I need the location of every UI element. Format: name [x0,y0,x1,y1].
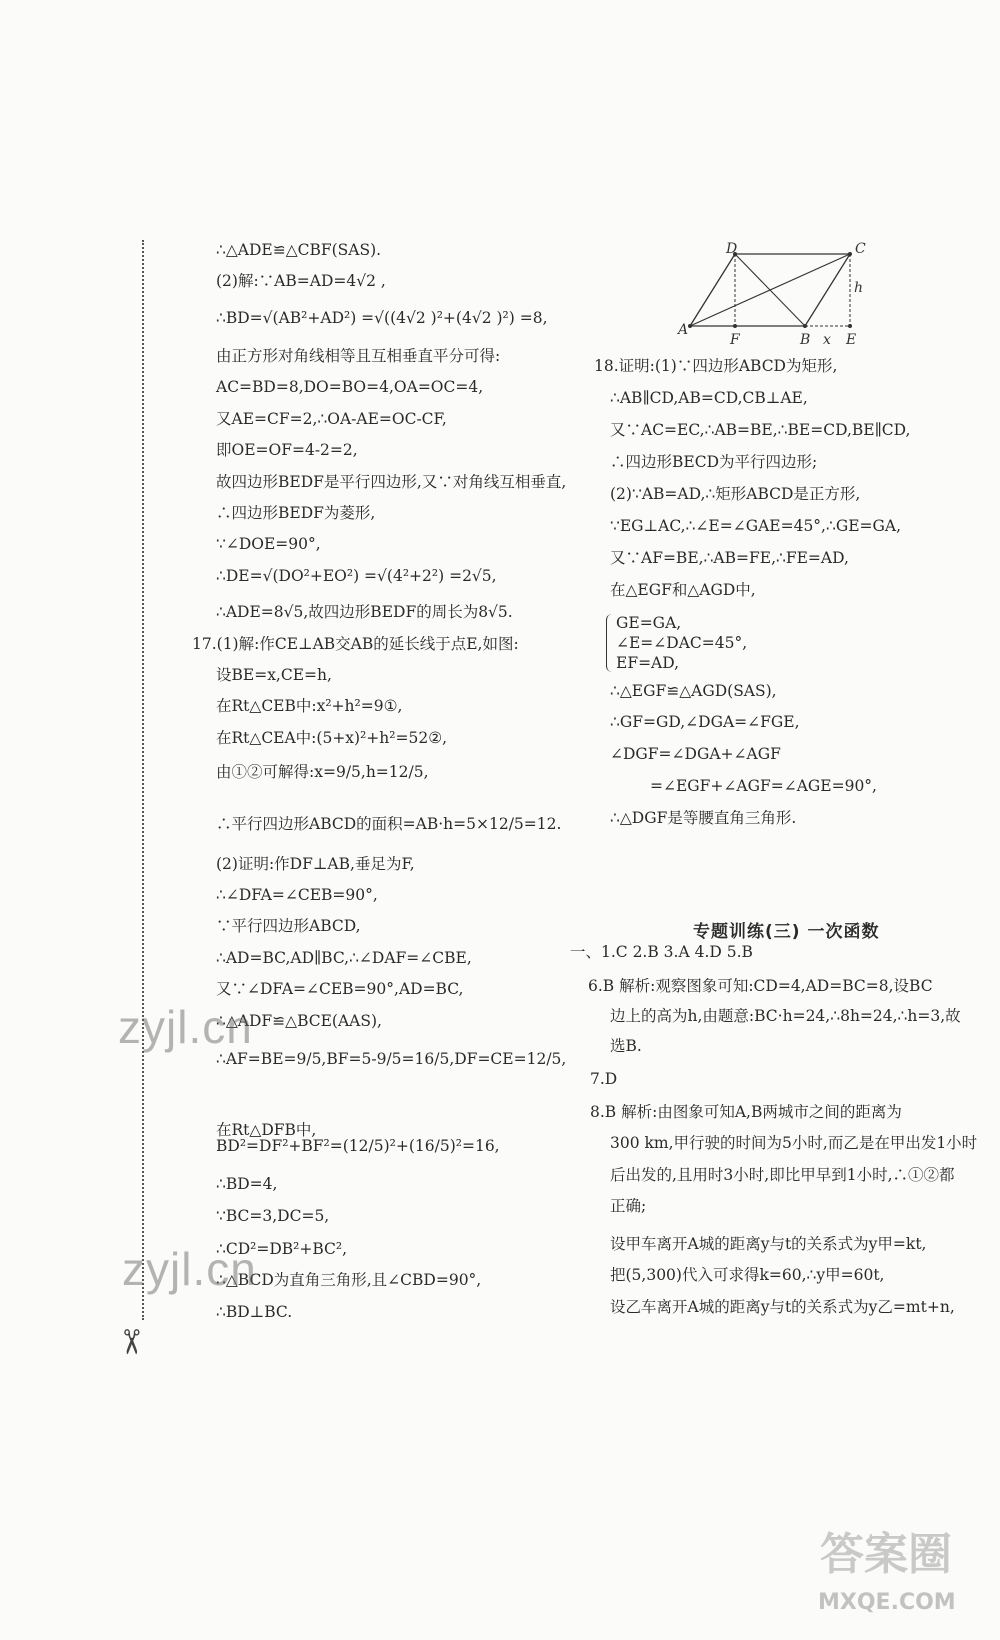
left-line: 又AE=CF=2,∴OA-AE=OC-CF, [216,410,447,428]
right-line: 300 km,甲行驶的时间为5小时,而乙是在甲出发1小时 [610,1134,978,1152]
scissors-icon: ✂ [110,1327,151,1357]
left-line: 在Rt△CEA中:(5+x)²+h²=52②, [216,729,448,747]
left-line: ∴四边形BEDF为菱形, [216,504,376,522]
right-line: (2)∵AB=AD,∴矩形ABCD是正方形, [610,485,861,503]
left-line: 17.(1)解:作CE⊥AB交AB的延长线于点E,如图: [192,635,519,653]
point-a [688,324,692,328]
right-line: ∵EG⊥AC,∴∠E=∠GAE=45°,∴GE=GA, [610,517,902,535]
left-line: (2)解:∵AB=AD=4√2 , [216,272,386,290]
right-line: ∠E=∠DAC=45°, [616,634,748,652]
left-line: ∴BD=4, [216,1175,278,1193]
label-f: F [730,332,740,348]
right-line: 8.B 解析:由图象可知A,B两城市之间的距离为 [590,1103,902,1121]
right-line: 一、1.C 2.B 3.A 4.D 5.B [570,943,753,961]
label-a: A [678,322,689,338]
label-b: B [800,332,811,348]
right-line: =∠EGF+∠AGF=∠AGE=90°, [650,777,877,795]
watermark-zyjl-2: zyjl.cn [122,1243,257,1295]
left-line: 由正方形对角线相等且互相垂直平分可得: [216,347,501,365]
label-x: x [823,332,831,348]
right-line: 边上的高为h,由题意:BC·h=24,∴8h=24,∴h=3,故 [610,1007,961,1025]
right-line: 设乙车离开A城的距离y与t的关系式为y乙=mt+n, [610,1298,955,1316]
point-c [848,252,852,256]
parallelogram-figure [678,241,890,352]
left-line: ∴△ADE≌△CBF(SAS). [216,241,382,259]
right-line: ∴四边形BECD为平行四边形; [610,453,818,471]
left-line: 在Rt△DFB中, [216,1121,317,1139]
left-line: ∵平行四边形ABCD, [216,917,361,935]
label-e: E [846,332,857,348]
section-title: 专题训练(三) 一次函数 [693,922,880,942]
left-line: ∴∠DFA=∠CEB=90°, [216,886,378,904]
right-line: ∴△EGF≌△AGD(SAS), [610,682,777,700]
left-line: ∵∠DOE=90°, [216,535,321,553]
right-line: ∴AB∥CD,AB=CD,CB⊥AE, [610,389,808,407]
diagonal-bd [735,254,805,326]
cut-line [142,240,144,1320]
right-line: 选B. [610,1037,642,1055]
left-line: 在Rt△CEB中:x²+h²=9①, [216,697,403,715]
left-line: 由①②可解得:x=9/5,h=12/5, [216,763,429,781]
right-line: 在△EGF和△AGD中, [610,581,756,599]
left-line: ∴ADE=8√5,故四边形BEDF的周长为8√5. [216,603,513,621]
left-line: ∴BD⊥BC. [216,1303,293,1321]
right-line: ∴△DGF是等腰直角三角形. [610,809,797,827]
label-d: D [726,241,738,257]
left-line: AC=BD=8,DO=BO=4,OA=OC=4, [216,378,484,396]
point-b [803,324,807,328]
left-line: ∴△BCD为直角三角形,且∠CBD=90°, [216,1271,482,1289]
left-line: ∴△ADF≌△BCE(AAS), [216,1012,382,1030]
right-line: 后出发的,且用时3小时,即比甲早到1小时,∴①②都 [610,1166,955,1184]
left-line: ∴CD²=DB²+BC², [216,1240,348,1258]
point-f [733,324,737,328]
watermark-mxqe: MXQE.COM [818,1590,956,1615]
watermark-daanquan: 答案圈 [820,1529,952,1580]
left-line: ∴AD=BC,AD∥BC,∴∠DAF=∠CBE, [216,949,472,967]
equation-brace [606,614,613,672]
left-line: ∵BC=3,DC=5, [216,1207,330,1225]
right-line: 18.证明:(1)∵四边形ABCD为矩形, [594,357,838,375]
left-line: ∴BD=√(AB²+AD²) =√((4√2 )²+(4√2 )²) =8, [216,309,548,327]
left-line: BD²=DF²+BF²=(12/5)²+(16/5)²=16, [216,1137,500,1155]
right-line: 又∵AF=BE,∴AB=FE,∴FE=AD, [610,549,849,567]
right-line: 正确; [610,1197,647,1215]
left-line: 故四边形BEDF是平行四边形,又∵对角线互相垂直, [216,473,567,491]
right-line: ∠DGF=∠DGA+∠AGF [610,745,781,763]
left-line: (2)证明:作DF⊥AB,垂足为F, [216,855,415,873]
left-line: 即OE=OF=4-2=2, [216,441,358,459]
left-line: ∴DE=√(DO²+EO²) =√(4²+2²) =2√5, [216,567,497,585]
right-line: 把(5,300)代入可求得k=60,∴y甲=60t, [610,1266,885,1284]
left-line: 设BE=x,CE=h, [216,666,332,684]
right-line: ∴GF=GD,∠DGA=∠FGE, [610,713,800,731]
right-line: GE=GA, [616,614,682,632]
left-line: 又∵∠DFA=∠CEB=90°,AD=BC, [216,980,464,998]
right-line: EF=AD, [616,654,680,672]
label-c: C [855,241,866,257]
right-line: 6.B 解析:观察图象可知:CD=4,AD=BC=8,设BC [588,977,933,995]
right-line: 又∵AC=EC,∴AB=BE,∴BE=CD,BE∥CD, [610,421,911,439]
left-line: ∴平行四边形ABCD的面积=AB·h=5×12/5=12. [216,815,562,833]
right-line: 设甲车离开A城的距离y与t的关系式为y甲=kt, [610,1235,927,1253]
right-line: 7.D [590,1070,618,1088]
left-line: ∴AF=BE=9/5,BF=5-9/5=16/5,DF=CE=12/5, [216,1050,567,1068]
label-h: h [854,280,864,296]
watermark-zyjl-1: zyjl.cn [118,1001,253,1053]
point-e [848,324,852,328]
